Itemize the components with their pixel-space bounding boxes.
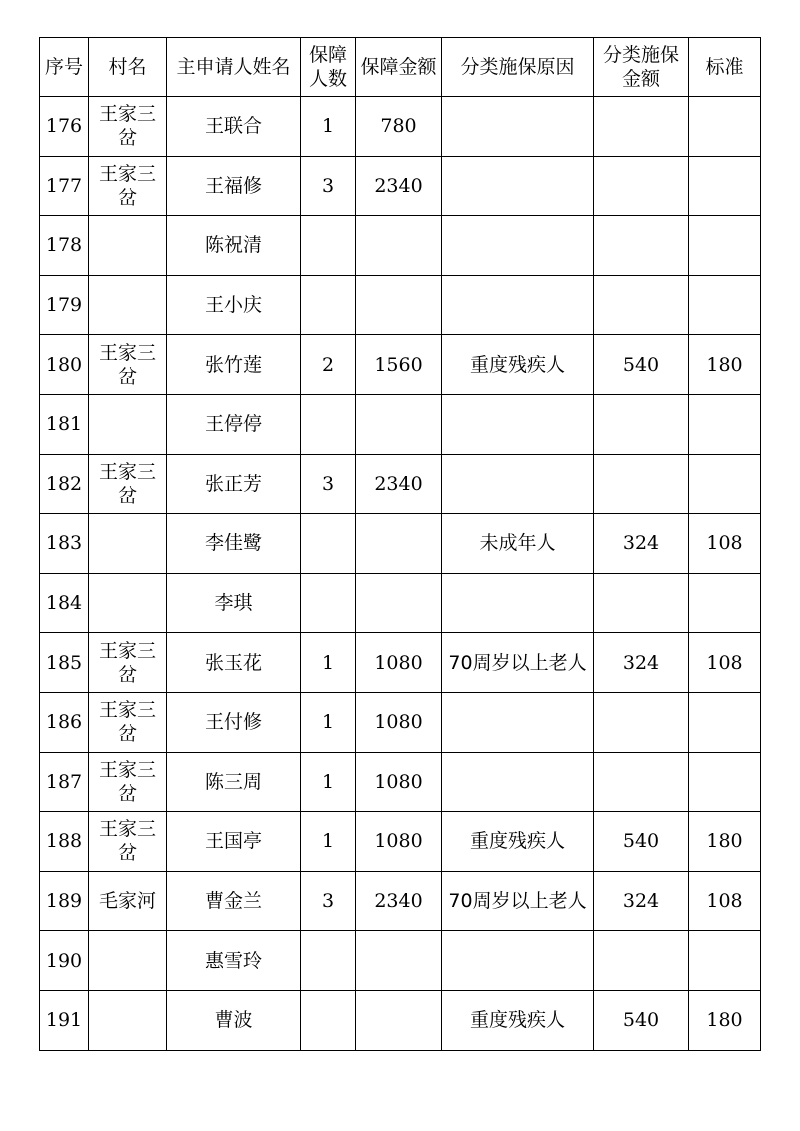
table-row [40,454,761,514]
cell-people: 1 [301,752,356,812]
cell-standard [689,97,761,157]
cell-people [301,216,356,276]
cell-village: 王家三岔 [89,752,167,812]
cell-people [301,990,356,1050]
cell-village: 王家三岔 [89,335,167,395]
cell-standard [689,573,761,633]
cell-village [89,931,167,991]
cell-people: 2 [301,335,356,395]
header-reason: 分类施保原因 [442,38,594,97]
cell-class-amount [594,216,689,276]
cell-class-amount [594,692,689,752]
cell-amount [356,931,442,991]
header-village: 村名 [89,38,167,97]
cell-reason: 重度残疾人 [442,812,594,872]
cell-people: 3 [301,871,356,931]
cell-reason [442,931,594,991]
cell-amount: 1080 [356,692,442,752]
cell-amount [356,394,442,454]
cell-seq: 183 [40,514,89,574]
cell-village: 王家三岔 [89,633,167,693]
cell-people: 1 [301,633,356,693]
cell-people: 3 [301,454,356,514]
cell-applicant: 王付修 [167,692,301,752]
cell-seq: 181 [40,394,89,454]
cell-class-amount: 540 [594,812,689,872]
table-row [40,931,761,991]
cell-standard [689,156,761,216]
cell-seq: 179 [40,275,89,335]
cell-applicant: 张竹莲 [167,335,301,395]
cell-class-amount [594,752,689,812]
cell-amount: 1080 [356,812,442,872]
cell-applicant: 王国亭 [167,812,301,872]
cell-seq: 186 [40,692,89,752]
cell-applicant: 惠雪玲 [167,931,301,991]
table-row [40,633,761,693]
cell-people: 1 [301,97,356,157]
cell-applicant: 王福修 [167,156,301,216]
table-row [40,692,761,752]
cell-reason [442,394,594,454]
header-standard: 标准 [689,38,761,97]
cell-standard [689,275,761,335]
header-class-amount: 分类施保金额 [594,38,689,97]
cell-village: 毛家河 [89,871,167,931]
cell-standard [689,931,761,991]
cell-amount: 1080 [356,633,442,693]
table-row [40,275,761,335]
cell-village [89,990,167,1050]
cell-class-amount [594,156,689,216]
cell-reason: 重度残疾人 [442,990,594,1050]
cell-seq: 182 [40,454,89,514]
cell-standard: 180 [689,990,761,1050]
cell-amount [356,514,442,574]
cell-people [301,573,356,633]
cell-seq: 184 [40,573,89,633]
cell-applicant: 陈祝清 [167,216,301,276]
cell-seq: 191 [40,990,89,1050]
cell-village [89,275,167,335]
cell-standard [689,394,761,454]
cell-applicant: 陈三周 [167,752,301,812]
cell-standard [689,692,761,752]
cell-seq: 188 [40,812,89,872]
cell-seq: 190 [40,931,89,991]
table-row [40,871,761,931]
cell-applicant: 王联合 [167,97,301,157]
cell-class-amount: 324 [594,514,689,574]
cell-standard: 108 [689,871,761,931]
cell-reason [442,97,594,157]
cell-applicant: 曹波 [167,990,301,1050]
cell-village: 王家三岔 [89,454,167,514]
cell-amount: 2340 [356,156,442,216]
cell-reason [442,156,594,216]
cell-standard: 108 [689,633,761,693]
cell-applicant: 曹金兰 [167,871,301,931]
table-row [40,156,761,216]
header-people: 保障人数 [301,38,356,97]
cell-village: 王家三岔 [89,97,167,157]
cell-village: 王家三岔 [89,812,167,872]
header-seq: 序号 [40,38,89,97]
table-row [40,573,761,633]
cell-village [89,216,167,276]
table-row [40,514,761,574]
header-applicant: 主申请人姓名 [167,38,301,97]
cell-village [89,573,167,633]
cell-applicant: 李琪 [167,573,301,633]
cell-reason: 70周岁以上老人 [442,633,594,693]
cell-reason [442,752,594,812]
cell-people [301,931,356,991]
cell-class-amount: 324 [594,633,689,693]
cell-people: 1 [301,692,356,752]
cell-village [89,514,167,574]
cell-seq: 189 [40,871,89,931]
cell-village [89,394,167,454]
cell-people [301,394,356,454]
cell-class-amount [594,573,689,633]
table-row [40,97,761,157]
cell-class-amount: 540 [594,990,689,1050]
cell-applicant: 张正芳 [167,454,301,514]
cell-village: 王家三岔 [89,692,167,752]
header-amount: 保障金额 [356,38,442,97]
cell-amount [356,990,442,1050]
cell-reason [442,275,594,335]
cell-seq: 178 [40,216,89,276]
cell-people: 3 [301,156,356,216]
cell-class-amount [594,454,689,514]
table-body [40,97,761,1051]
cell-amount [356,275,442,335]
cell-class-amount: 324 [594,871,689,931]
cell-amount [356,573,442,633]
cell-class-amount [594,275,689,335]
table-row [40,394,761,454]
cell-reason [442,216,594,276]
table-row [40,812,761,872]
cell-reason: 未成年人 [442,514,594,574]
table-row [40,335,761,395]
header-row [40,38,761,97]
cell-amount: 2340 [356,871,442,931]
cell-applicant: 王停停 [167,394,301,454]
cell-reason [442,692,594,752]
cell-reason [442,454,594,514]
cell-standard: 108 [689,514,761,574]
cell-reason [442,573,594,633]
cell-amount: 1080 [356,752,442,812]
cell-class-amount [594,394,689,454]
cell-class-amount [594,97,689,157]
cell-people: 1 [301,812,356,872]
cell-people [301,514,356,574]
cell-reason: 70周岁以上老人 [442,871,594,931]
cell-standard [689,216,761,276]
cell-reason: 重度残疾人 [442,335,594,395]
cell-standard: 180 [689,335,761,395]
cell-seq: 185 [40,633,89,693]
cell-applicant: 王小庆 [167,275,301,335]
table-row [40,752,761,812]
cell-standard: 180 [689,812,761,872]
cell-amount [356,216,442,276]
cell-seq: 187 [40,752,89,812]
assistance-table [39,37,761,1051]
cell-class-amount: 540 [594,335,689,395]
table-row [40,216,761,276]
cell-people [301,275,356,335]
cell-village: 王家三岔 [89,156,167,216]
cell-amount: 780 [356,97,442,157]
cell-amount: 1560 [356,335,442,395]
cell-class-amount [594,931,689,991]
cell-seq: 176 [40,97,89,157]
cell-seq: 180 [40,335,89,395]
cell-amount: 2340 [356,454,442,514]
cell-standard [689,752,761,812]
cell-seq: 177 [40,156,89,216]
cell-applicant: 李佳鹭 [167,514,301,574]
cell-standard [689,454,761,514]
cell-applicant: 张玉花 [167,633,301,693]
table-row [40,990,761,1050]
